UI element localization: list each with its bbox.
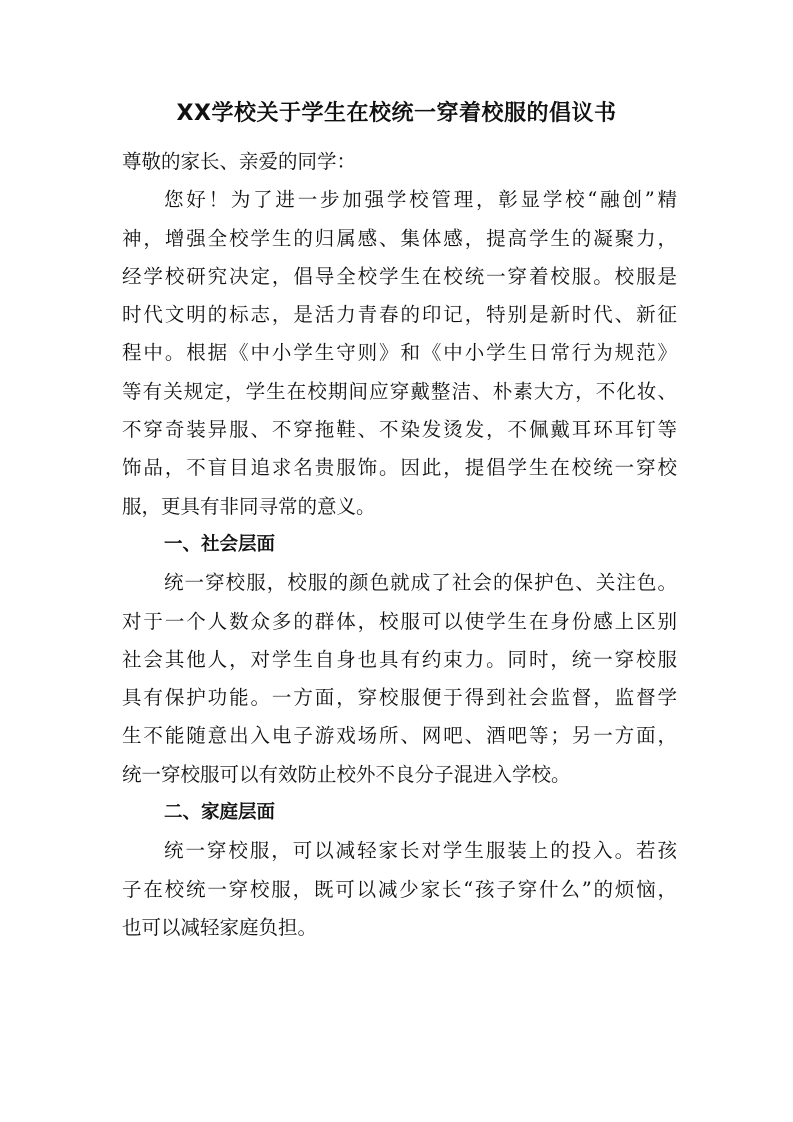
paragraph-line: 具有保护功能。一方面，穿校服便于得到社会监督，监督学	[122, 686, 677, 710]
paragraph-line: 也可以减轻家庭负担。	[122, 915, 318, 939]
section-heading-society: 一、社会层面	[164, 533, 276, 555]
salutation: 尊敬的家长、亲爱的同学：	[122, 150, 357, 173]
paragraph-line: 饰品，不盲目追求名贵服饰。因此，提倡学生在校统一穿校	[122, 456, 677, 480]
paragraph-line: 您好！为了进一步加强学校管理，彰显学校“融创”精	[164, 188, 677, 212]
paragraph-line: 生不能随意出入电子游戏场所、网吧、酒吧等；另一方面，	[122, 724, 677, 748]
family-paragraph	[122, 832, 677, 947]
paragraph-line: 不穿奇装异服、不穿拖鞋、不染发烫发，不佩戴耳环耳钉等	[122, 418, 677, 442]
section-heading-family: 二、家庭层面	[164, 802, 276, 824]
paragraph-line: 经学校研究决定，倡导全校学生在校统一穿着校服。校服是	[122, 264, 677, 288]
paragraph-line: 统一穿校服可以有效防止校外不良分子混进入学校。	[122, 762, 571, 786]
paragraph-line: 统一穿校服，校服的颜色就成了社会的保护色、关注色。	[164, 571, 677, 595]
paragraph-line: 神，增强全校学生的归属感、集体感，提高学生的凝聚力，	[122, 226, 677, 250]
paragraph-line: 等有关规定，学生在校期间应穿戴整洁、朴素大方，不化妆、	[122, 379, 677, 403]
paragraph-line: 服，更具有非同寻常的意义。	[122, 494, 376, 518]
society-paragraph	[122, 564, 677, 794]
intro-paragraph	[122, 181, 677, 526]
paragraph-line: 时代文明的标志，是活力青春的印记，特别是新时代、新征	[122, 303, 677, 327]
paragraph-line: 社会其他人，对学生自身也具有约束力。同时，统一穿校服	[122, 647, 677, 671]
paragraph-line: 统一穿校服，可以减轻家长对学生服装上的投入。若孩	[164, 839, 677, 863]
document-title: XX学校关于学生在校统一穿着校服的倡议书	[176, 101, 617, 126]
paragraph-line: 子在校统一穿校服，既可以减少家长“孩子穿什么”的烦恼，	[122, 877, 677, 901]
document-body	[122, 143, 677, 947]
paragraph-line: 程中。根据《中小学生守则》和《中小学生日常行为规范》	[122, 341, 677, 365]
paragraph-line: 对于一个人数众多的群体，校服可以使学生在身份感上区别	[122, 609, 677, 633]
